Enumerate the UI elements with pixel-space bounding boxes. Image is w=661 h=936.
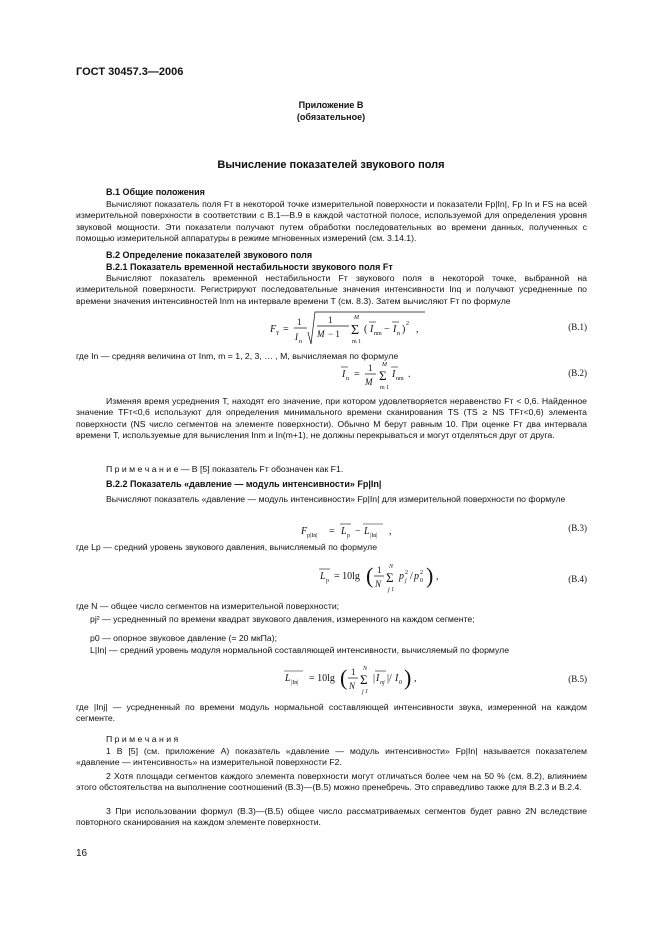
eq3-where: где Lp — средний уровень звукового давления, вычисляемый по формуле: [76, 542, 378, 552]
b22-heading: В.2.2 Показатель «давление — модуль интенсивности» Fp|In|: [106, 479, 382, 489]
b22-paragraph: Вычисляют показатель «давление — модуль интенсивности» Fp|In| для измерительной поверхности по формуле: [106, 494, 566, 504]
svg-text:,: ,: [436, 571, 439, 582]
svg-text:Σ: Σ: [379, 368, 387, 383]
svg-text:1: 1: [377, 565, 382, 575]
note-3: 3 При использовании формул (В.3)—(В.5) общее число рассматриваемых сегментов будет равно 2N вследствие повторного сканирования на каждом элементе поверхности.: [76, 806, 587, 828]
svg-text:L: L: [341, 526, 347, 537]
def-inj: где |Inj| — усредненный по времени модуль нормальной составляющей интенсивности звука, измеренной на каждом сегменте.: [76, 702, 587, 724]
formula-b3: [301, 520, 421, 542]
svg-text:n: n: [299, 339, 302, 345]
svg-text:−: −: [384, 324, 390, 335]
svg-text:N: N: [363, 666, 368, 672]
svg-text:,: ,: [416, 324, 419, 335]
svg-text:M: M: [354, 315, 359, 321]
annex-title: Приложение В: [298, 100, 364, 110]
svg-text:L: L: [364, 526, 370, 537]
svg-text:2: 2: [406, 321, 409, 327]
svg-text:p|In|: p|In|: [307, 533, 318, 539]
note-2: 2 Хотя площади сегментов каждого элемента поверхности могут отличаться более чем на 50 % (см. 8.2), влиянием этого обстоятельства на выполнение соотношений (В.3)—(В.5) можно пренебречь. Это справедливо также для В.2.3 и В.2.4.: [76, 771, 587, 793]
b21-heading: В.2.1 Показатель временной нестабильности звукового поля Fт: [106, 262, 393, 272]
svg-text:2: 2: [420, 570, 423, 576]
eq1-number: (В.1): [568, 322, 587, 332]
svg-text:т: т: [276, 329, 280, 337]
svg-text:(: (: [364, 324, 368, 335]
svg-text:F: F: [301, 526, 308, 537]
svg-text:1: 1: [368, 363, 373, 373]
svg-text:I: I: [342, 369, 346, 380]
svg-text:j: j: [405, 578, 407, 584]
note-1: 1 В [5] (см. приложение А) показатель «давление — модуль интенсивности» Fp|In| называется показателем «давление — интенсивность» на измерительной поверхности F2.: [76, 746, 587, 768]
formula-b5: [285, 660, 425, 700]
svg-text:nm: nm: [396, 376, 404, 382]
svg-text:N: N: [349, 681, 356, 691]
svg-text:m 1: m 1: [380, 385, 390, 391]
svg-text:): ): [426, 563, 434, 588]
svg-text:p: p: [399, 571, 404, 582]
svg-text:nj: nj: [380, 680, 385, 686]
svg-text:1: 1: [351, 667, 356, 677]
svg-text:,: ,: [414, 673, 417, 684]
svg-text:(: (: [340, 665, 348, 690]
svg-text:/: /: [410, 571, 413, 582]
svg-text:M: M: [317, 329, 325, 339]
svg-text:F: F: [270, 324, 277, 335]
averaging-time-paragraph: Изменяя время усреднения T, находят его значение, при котором удовлетворяется неравенство Fт < 0,6. Найденное значение TFт<0,6 используют для определения минимального времени сканирования TS (TS ≥ NS TFт<0,6) элемента поверхности (NS число сегментов на элементе поверхности). Обычно M берут равным 10. При оценке Fт два интервала времени T, используемые для вычисления Inm и In(m+1), не должны перекрываться и могут отделяться друг от друга.: [76, 396, 587, 441]
svg-text:j 1: j 1: [388, 587, 395, 593]
b21-paragraph: Вычисляют показатель временной нестабильности Fт звукового поля в некоторой точке, выбранной на измерительной поверхности. Регистрируют последовательные значения интенсивности Inq и получают усредненные по времени значения интенсивностей Inm на интервале времени T (см. 8.3). Затем вычисляют Fт по формуле: [76, 273, 587, 306]
svg-text:(: (: [366, 563, 374, 588]
svg-text:Σ: Σ: [386, 570, 394, 585]
svg-text:0: 0: [399, 680, 402, 686]
document-header: ГОСТ 30457.3—2006: [76, 66, 184, 78]
b2-heading: В.2 Определение показателей звукового поля: [106, 250, 313, 260]
svg-text:L: L: [320, 571, 326, 582]
svg-text:Σ: Σ: [360, 672, 368, 687]
b1-paragraph: Вычисляют показатель поля Fт в некоторой точке измерительной поверхности и показатели Fp|In|, Fp In и FS на всей измерительной поверхности в соответствии с В.1—В.9 в каждой частотной полосе, используемой для определения уровня звуковой мощности. Эти показатели получают путем обработки последовательных во времени данных, полученных с помощью измерительной аппаратуры в режиме мгновенных измерений (см. 3.14.1).: [76, 199, 587, 244]
svg-text:=: =: [283, 324, 289, 335]
def-pj: pj² — усредненный по времени квадрат звукового давления, измеренного на каждом сегменте;: [90, 614, 475, 624]
svg-text:n: n: [397, 331, 400, 337]
svg-text:= 10lg: = 10lg: [334, 571, 360, 582]
svg-text:1: 1: [297, 317, 302, 327]
svg-text:I: I: [295, 332, 298, 342]
b1-heading: В.1 Общие положения: [106, 187, 205, 197]
eq3-number: (В.3): [568, 523, 587, 533]
svg-text:N: N: [389, 564, 394, 570]
def-li: L|In| — средний уровень модуля нормальной составляющей интенсивности, вычисляемый по формуле: [90, 645, 510, 655]
svg-text:.: .: [408, 369, 411, 380]
annex-subtitle: (обязательное): [296, 112, 366, 122]
svg-text:I: I: [392, 369, 396, 380]
eq1-where: где In — средняя величина от Inm, m = 1, 2, 3, … , M, вычисляемая по формуле: [76, 351, 399, 361]
section-title: Вычисление показателей звукового поля: [217, 159, 445, 171]
svg-text:p: p: [326, 578, 329, 584]
svg-text:=: =: [329, 526, 335, 537]
svg-text:|In|: |In|: [370, 533, 378, 539]
page-number: 16: [76, 848, 88, 859]
svg-text:= 10lg: = 10lg: [309, 673, 335, 684]
svg-text:I: I: [370, 324, 374, 335]
svg-text:n: n: [346, 376, 349, 382]
svg-text:p: p: [414, 571, 419, 582]
svg-text:=: =: [354, 369, 360, 380]
svg-text:,: ,: [389, 526, 392, 537]
svg-text:N: N: [375, 579, 382, 589]
svg-text:0: 0: [420, 578, 423, 584]
def-n: где N — общее число сегментов на измерительной поверхности;: [76, 601, 340, 611]
svg-text:I: I: [393, 324, 397, 335]
def-p0: p0 — опорное звуковое давление (= 20 мкПа);: [90, 633, 278, 643]
svg-text:nm: nm: [374, 331, 382, 337]
svg-text:2: 2: [405, 570, 408, 576]
svg-text:I: I: [376, 673, 380, 684]
svg-text:1: 1: [328, 315, 333, 325]
svg-text:|: |: [373, 673, 376, 684]
eq4-number: (В.4): [568, 574, 587, 584]
formula-b2: [342, 360, 462, 394]
eq5-number: (В.5): [568, 674, 587, 684]
svg-text:p: p: [347, 533, 350, 539]
note-f1: П р и м е ч а н и е — В [5] показатель Fт обозначен как F1.: [106, 464, 344, 474]
svg-text:j 1: j 1: [362, 689, 369, 695]
svg-text:|In|: |In|: [291, 680, 299, 686]
svg-text:−: −: [355, 526, 361, 537]
svg-text:L: L: [285, 673, 291, 684]
svg-text:): ): [404, 665, 412, 690]
formula-b4: [320, 559, 460, 597]
svg-text:M: M: [382, 362, 387, 368]
svg-text:I: I: [395, 673, 399, 684]
svg-text:M: M: [365, 377, 373, 387]
notes-heading: П р и м е ч а н и я: [106, 734, 179, 744]
svg-text:m 1: m 1: [352, 339, 362, 345]
formula-b1: [270, 310, 430, 352]
svg-text:): ): [402, 324, 406, 335]
svg-text:Σ: Σ: [351, 323, 360, 338]
svg-text:|/: |/: [387, 673, 392, 684]
eq2-number: (В.2): [568, 368, 587, 378]
svg-text:− 1: − 1: [328, 329, 340, 339]
